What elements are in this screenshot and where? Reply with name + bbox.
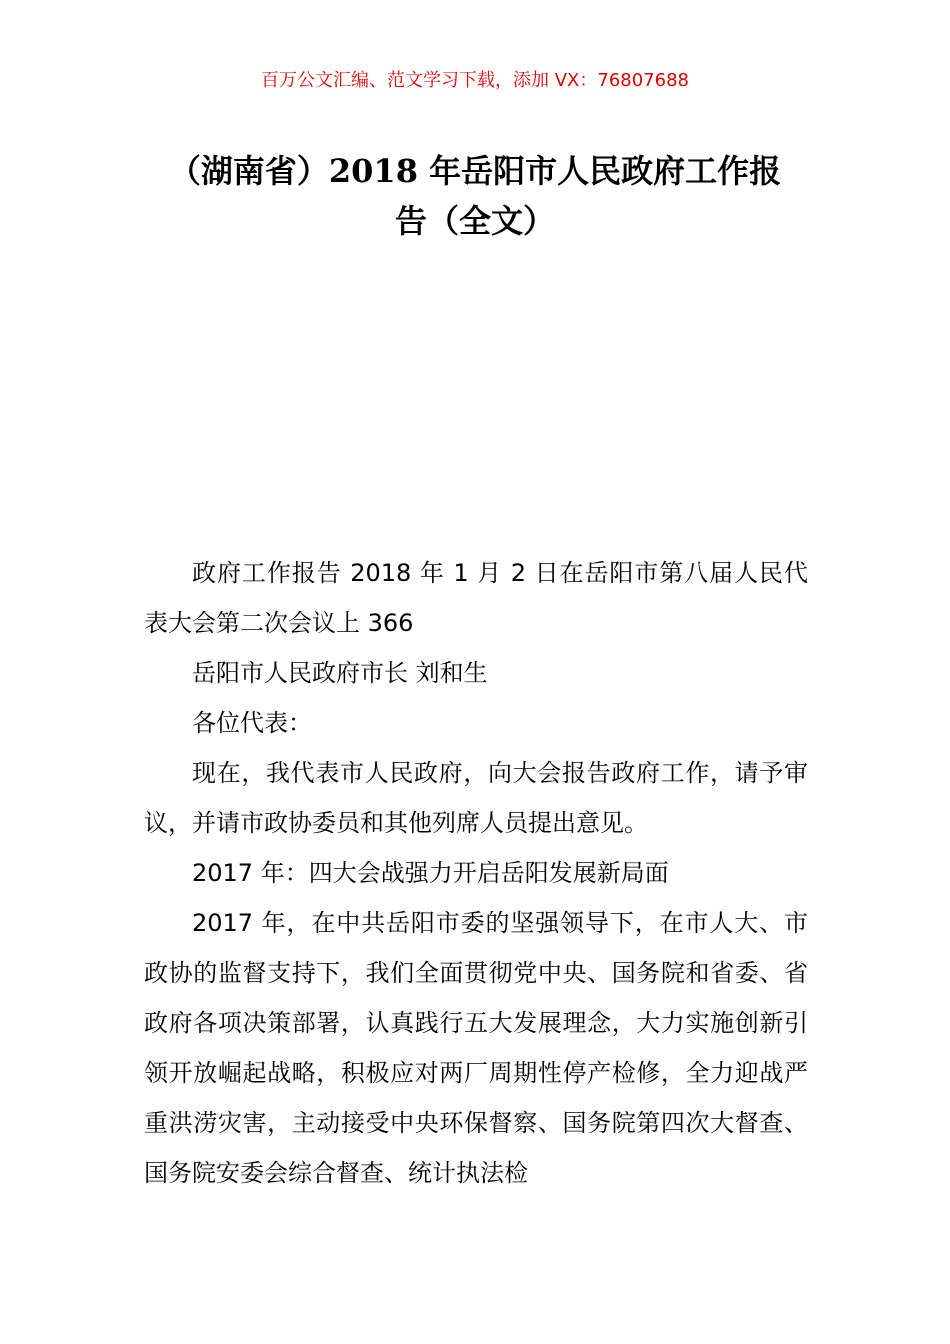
paragraph-report-info: 政府工作报告 2018 年 1 月 2 日在岳阳市第八届人民代表大会第二次会议上 366 bbox=[144, 559, 808, 637]
section-heading-2017: 2017 年：四大会战强力开启岳阳发展新局面 bbox=[192, 859, 669, 887]
paragraph-intro: 现在，我代表市人民政府，向大会报告政府工作，请予审议，并请市政协委员和其他列席人员提出意见。 bbox=[144, 759, 808, 837]
paragraph-2017-review: 2017 年，在中共岳阳市委的坚强领导下，在市人大、市政协的监督支持下，我们全面贯彻党中央、国务院和省委、省政府各项决策部署，认真践行五大发展理念，大力实施创新引领开放崛起战略，积极应对两厂周期性停产检修，全力迎战严重洪涝灾害，主动接受中央环保督察、国务院第四次大督查、国务院安委会综合督查、统计执法检 bbox=[144, 909, 808, 1187]
paragraph-salutation: 各位代表： bbox=[192, 709, 312, 737]
document-body bbox=[144, 548, 808, 1198]
document-title bbox=[100, 146, 850, 246]
header-note: 百万公文汇编、范文学习下载，添加 VX：76807688 bbox=[261, 70, 689, 91]
title-line-2: 告（全文） bbox=[394, 202, 555, 240]
title-line-1: （湖南省）2018 年岳阳市人民政府工作报 bbox=[168, 152, 782, 190]
paragraph-author: 岳阳市人民政府市长 刘和生 bbox=[192, 659, 488, 687]
